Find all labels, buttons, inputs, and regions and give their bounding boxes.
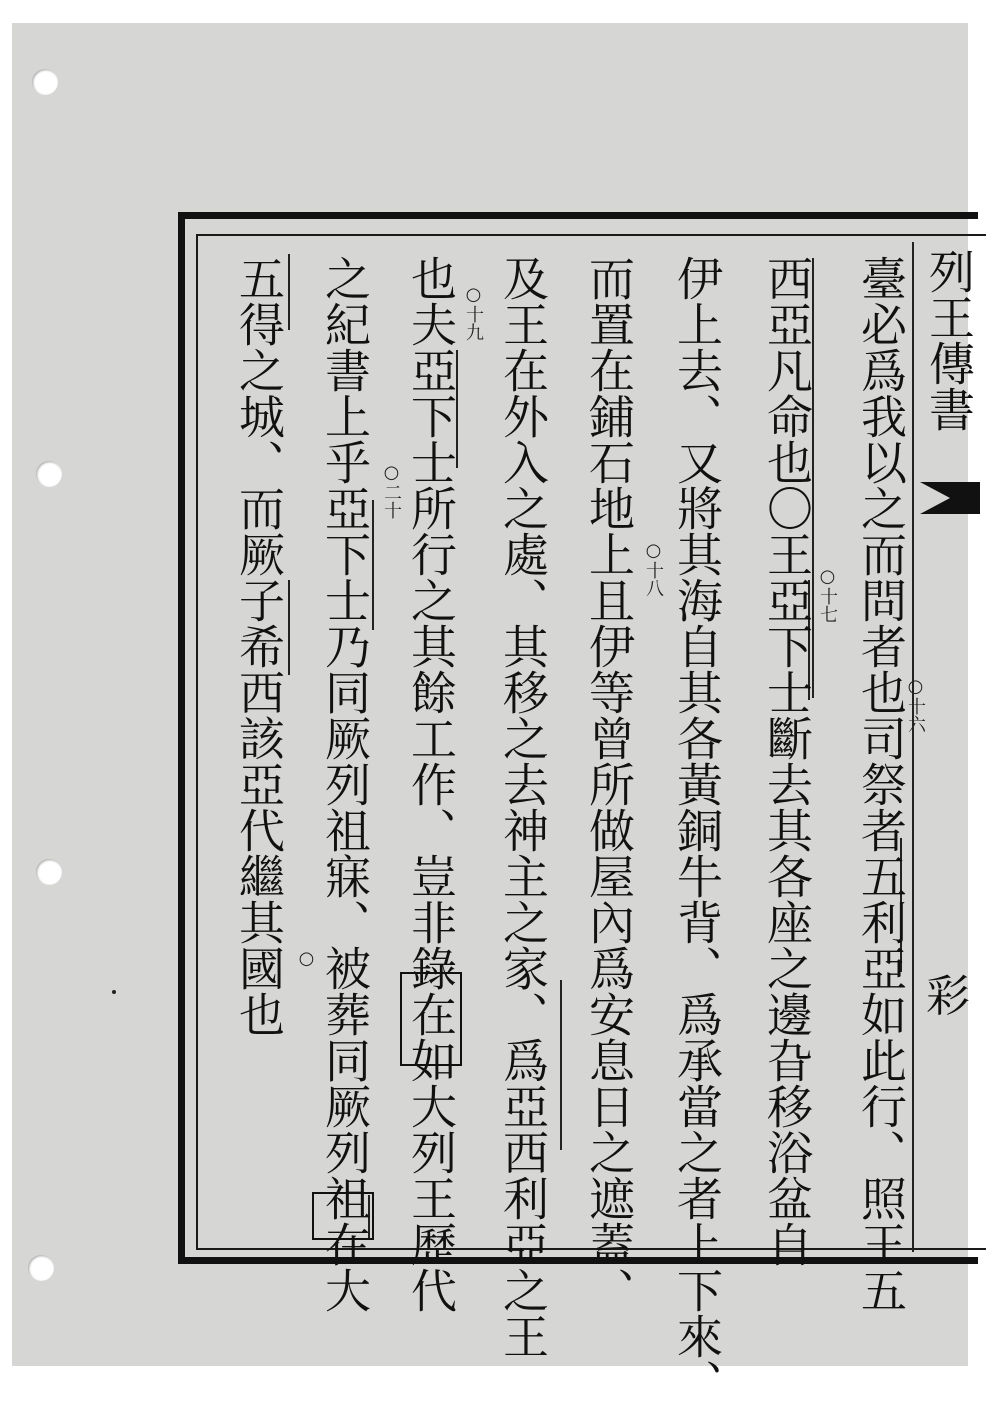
punch-hole-3 [36, 859, 62, 885]
text-column-8: 五得之城、而厥子希西該亞代繼其國也 [232, 255, 286, 1037]
text-column-1: 臺必爲我以之而問者也司祭者五利亞如此行、照王五 [854, 255, 908, 1313]
column-rule [912, 242, 914, 1252]
text-column-3: 伊上去、又將其海自其各黃銅牛背、爲承當之者上下來、 [670, 255, 724, 1405]
column-rule [288, 580, 290, 675]
ink-speck [112, 990, 116, 994]
verse-marker-18: ○十八 [643, 540, 664, 597]
punch-hole-1 [32, 69, 58, 95]
verse-marker-16: ○十六 [905, 676, 926, 733]
text-column-6: 也夫亞下士所行之其餘工作、豈非錄在如大列王歷代 [404, 255, 458, 1313]
text-column-5: 及王在外入之處、其移之去神主之家、爲亞西利亞之王 [496, 255, 550, 1359]
text-column-4: 而置在鋪石地上且伊等曾所做屋內爲安息日之遮蓋、 [582, 255, 636, 1313]
column-rule [560, 980, 562, 1150]
verse-marker-19: ○十九 [463, 284, 484, 341]
page-title: 列王傳書 [922, 248, 976, 432]
verse-marker-21: ○ [296, 948, 317, 969]
verse-marker-17: ○十七 [817, 566, 838, 623]
text-column-7: 之紀書上乎亞下士乃同厥列祖寐、被葬同厥列祖在大 [318, 255, 372, 1313]
edge-glyph: 彩 [926, 971, 970, 1022]
punch-hole-4 [28, 1255, 54, 1281]
punch-hole-2 [36, 461, 62, 487]
text-column-2: 西亞凡命也〇王亞下士斷去其各座之邊旮移浴盆自 [760, 255, 814, 1267]
boxed-character [400, 972, 462, 1066]
fish-tail-ornament [920, 478, 980, 518]
verse-marker-20: ○二十 [381, 462, 402, 519]
column-rule [288, 254, 290, 330]
boxed-character [312, 1192, 374, 1240]
